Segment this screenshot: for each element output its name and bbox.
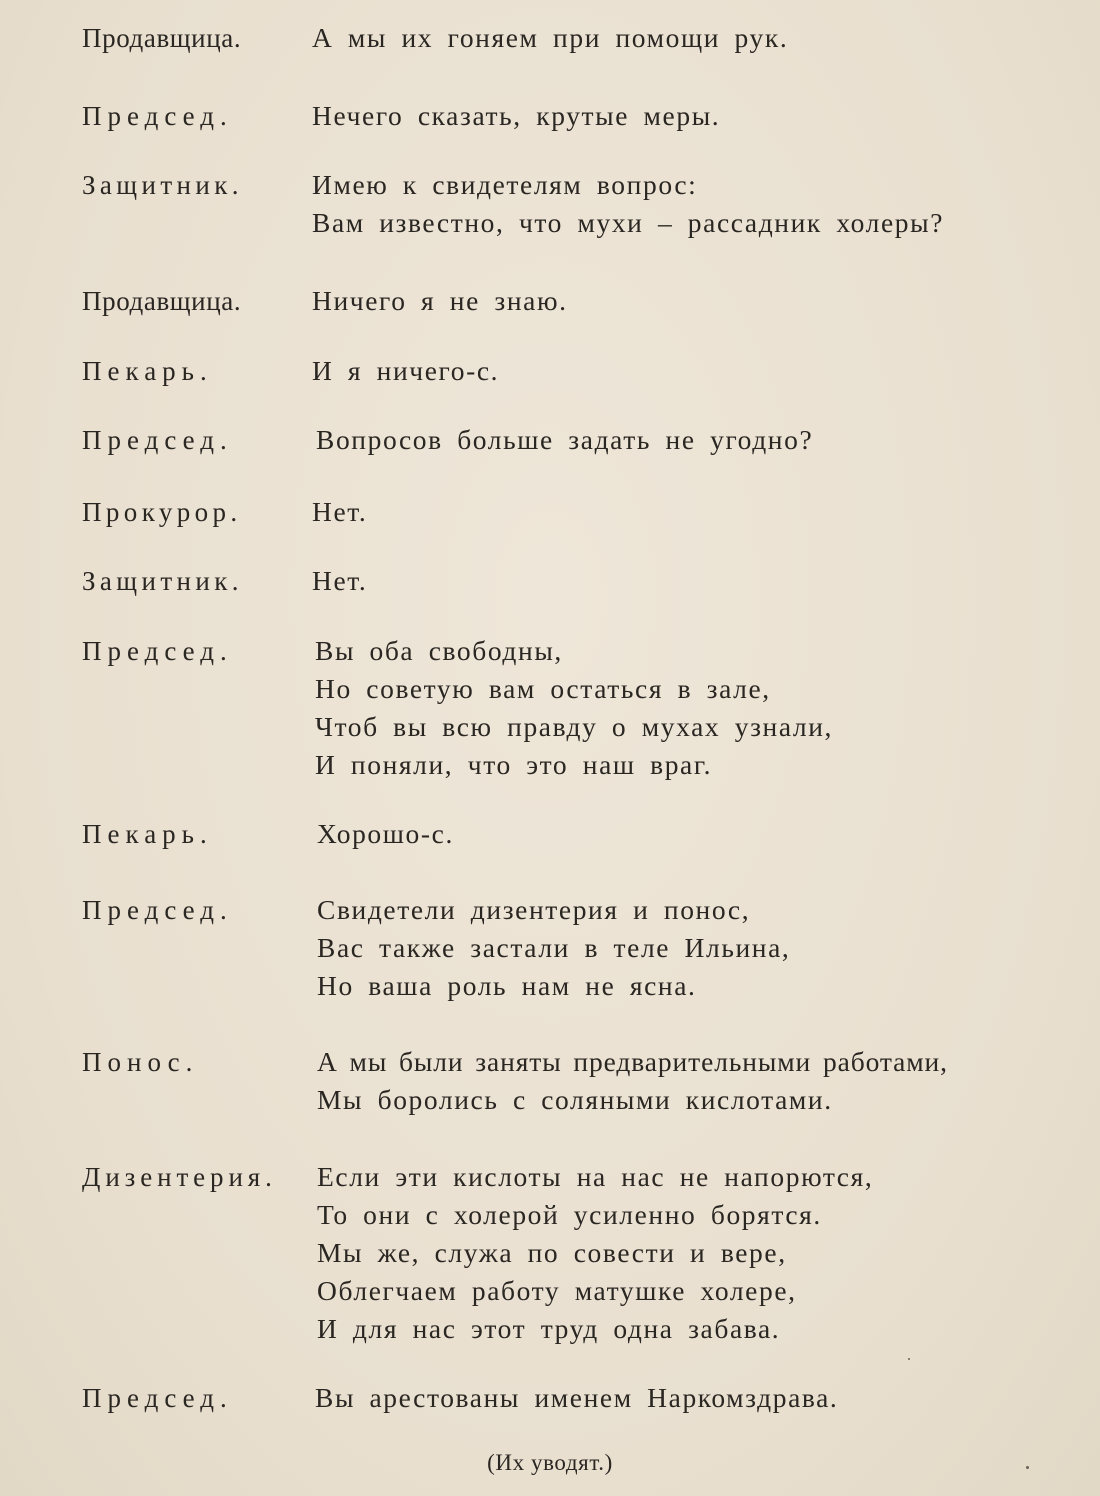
speech-lines: [312, 282, 568, 320]
speaker-name: Понос.: [82, 1047, 199, 1077]
speech-line: Вы оба свободны,: [315, 635, 563, 666]
speech-lines: [317, 1043, 948, 1119]
speech-lines: [312, 97, 720, 135]
speech-line: Облегчаем работу матушке холере,: [317, 1275, 797, 1306]
speaker-name: Председ.: [82, 101, 233, 131]
stage-direction: (Их уводят.): [487, 1450, 613, 1475]
speech-line: Нет.: [312, 565, 368, 596]
speech-lines: [317, 815, 454, 853]
speech-line: А мы их гоняем при помощи рук.: [312, 22, 789, 53]
speech-line: То они с холерой усиленно борятся.: [317, 1199, 822, 1230]
speaker-name: Продавщица.: [82, 23, 242, 53]
speech-lines: [312, 493, 367, 531]
speech-lines: [316, 421, 813, 459]
paper-speck: [908, 1358, 910, 1360]
speech-lines: [315, 1379, 838, 1417]
speech-line: Нечего сказать, крутые меры.: [312, 100, 721, 131]
speech-line: Ничего я не знаю.: [312, 285, 568, 316]
speaker-name: Защитник.: [82, 170, 243, 200]
speech-line: Но ваша роль нам не ясна.: [317, 970, 697, 1001]
speech-lines: [317, 1158, 873, 1348]
speech-lines: [312, 19, 788, 57]
speaker-name: Председ.: [82, 895, 233, 925]
speech-line: Мы боролись с соляными кислотами.: [317, 1084, 833, 1115]
speaker-name: Председ.: [82, 636, 233, 666]
speaker-name: Председ.: [82, 425, 233, 455]
speech-line: И поняли, что это наш враг.: [315, 749, 713, 780]
speech-line: Вы арестованы именем Наркомздрава.: [315, 1382, 839, 1413]
speech-line: Имею к свидетелям вопрос:: [312, 169, 698, 200]
speech-line: Если эти кислоты на нас не напорются,: [317, 1161, 874, 1192]
speaker-name: Председ.: [82, 1383, 233, 1413]
speaker-name: Дизентерия.: [82, 1162, 277, 1192]
speaker-name: Пекарь.: [82, 819, 213, 849]
speech-line: И я ничего-с.: [312, 355, 500, 386]
speech-line: Вам известно, что мухи – рассадник холеры?: [312, 207, 945, 238]
speech-line: Нет.: [312, 496, 368, 527]
speech-lines: [312, 352, 499, 390]
speech-line: Свидетели дизентерия и понос,: [317, 894, 751, 925]
speech-line: И для нас этот труд одна забава.: [317, 1313, 781, 1344]
speech-line: Хорошо-с.: [317, 818, 454, 849]
speech-line: Но советую вам остаться в зале,: [315, 673, 771, 704]
speaker-name: Продавщица.: [82, 286, 242, 316]
speech-lines: [312, 166, 944, 242]
speaker-name: Прокурор.: [82, 497, 242, 527]
speaker-name: Защитник.: [82, 566, 243, 596]
speech-line: Мы же, служа по совести и вере,: [317, 1237, 787, 1268]
speech-line: Вас также застали в теле Ильина,: [317, 932, 791, 963]
speech-lines: [317, 891, 790, 1005]
paper-speck: [1026, 1466, 1029, 1469]
speech-line: Чтоб вы всю правду о мухах узнали,: [315, 711, 834, 742]
speech-lines: [315, 632, 833, 784]
speech-lines: [312, 562, 367, 600]
speech-line: А мы были заняты предварительными работами,: [317, 1046, 948, 1077]
speech-line: Вопросов больше задать не угодно?: [316, 424, 814, 455]
speaker-name: Пекарь.: [82, 356, 213, 386]
